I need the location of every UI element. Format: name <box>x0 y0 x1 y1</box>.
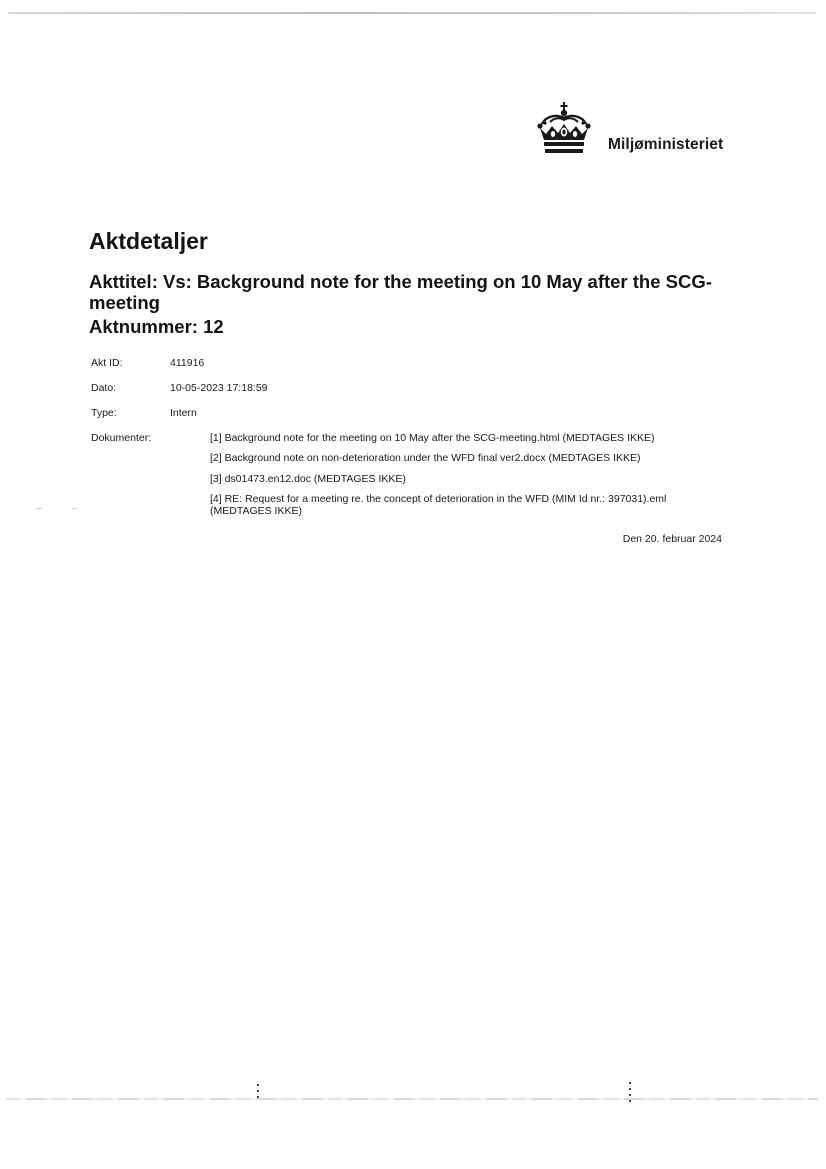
date-label: Dato: <box>91 382 117 394</box>
ministry-logo <box>536 102 736 158</box>
documents-label: Dokumenter: <box>91 432 152 444</box>
type-value: Intern <box>170 407 197 419</box>
scan-mark <box>36 508 42 509</box>
scan-mark <box>629 1082 631 1104</box>
date-value: 10-05-2023 17:18:59 <box>170 382 268 394</box>
document-item-3: [3] ds01473.en12.doc (MEDTAGES IKKE) <box>210 473 406 485</box>
act-title: Akttitel: Vs: Background note for the meeting on 10 May after the SCG-meeting <box>89 271 712 313</box>
scan-mark <box>72 508 77 509</box>
crown-icon <box>536 102 592 156</box>
scan-edge-top <box>8 12 816 14</box>
act-number: Aktnummer: 12 <box>89 316 224 337</box>
ministry-name: Miljøministeriet <box>608 136 724 153</box>
document-item-1: [1] Background note for the meeting on 10 May after the SCG-meeting.html (MEDTAGES IKKE) <box>210 432 655 444</box>
document-item-2: [2] Background note on non-deterioration under the WFD final ver2.docx (MEDTAGES IKKE) <box>210 452 641 464</box>
scan-mark <box>257 1084 259 1102</box>
document-date: Den 20. februar 2024 <box>622 533 722 545</box>
scan-edge-bottom <box>6 1098 818 1100</box>
act-id-value: 411916 <box>170 357 205 369</box>
act-id-label: Akt ID: <box>91 357 123 369</box>
document-item-4: [4] RE: Request for a meeting re. the concept of deterioration in the WFD (MIM Id nr.: 397031).eml (MEDTAGES IKKE) <box>210 493 667 517</box>
page-title: Aktdetaljer <box>89 228 208 254</box>
type-label: Type: <box>91 407 117 419</box>
